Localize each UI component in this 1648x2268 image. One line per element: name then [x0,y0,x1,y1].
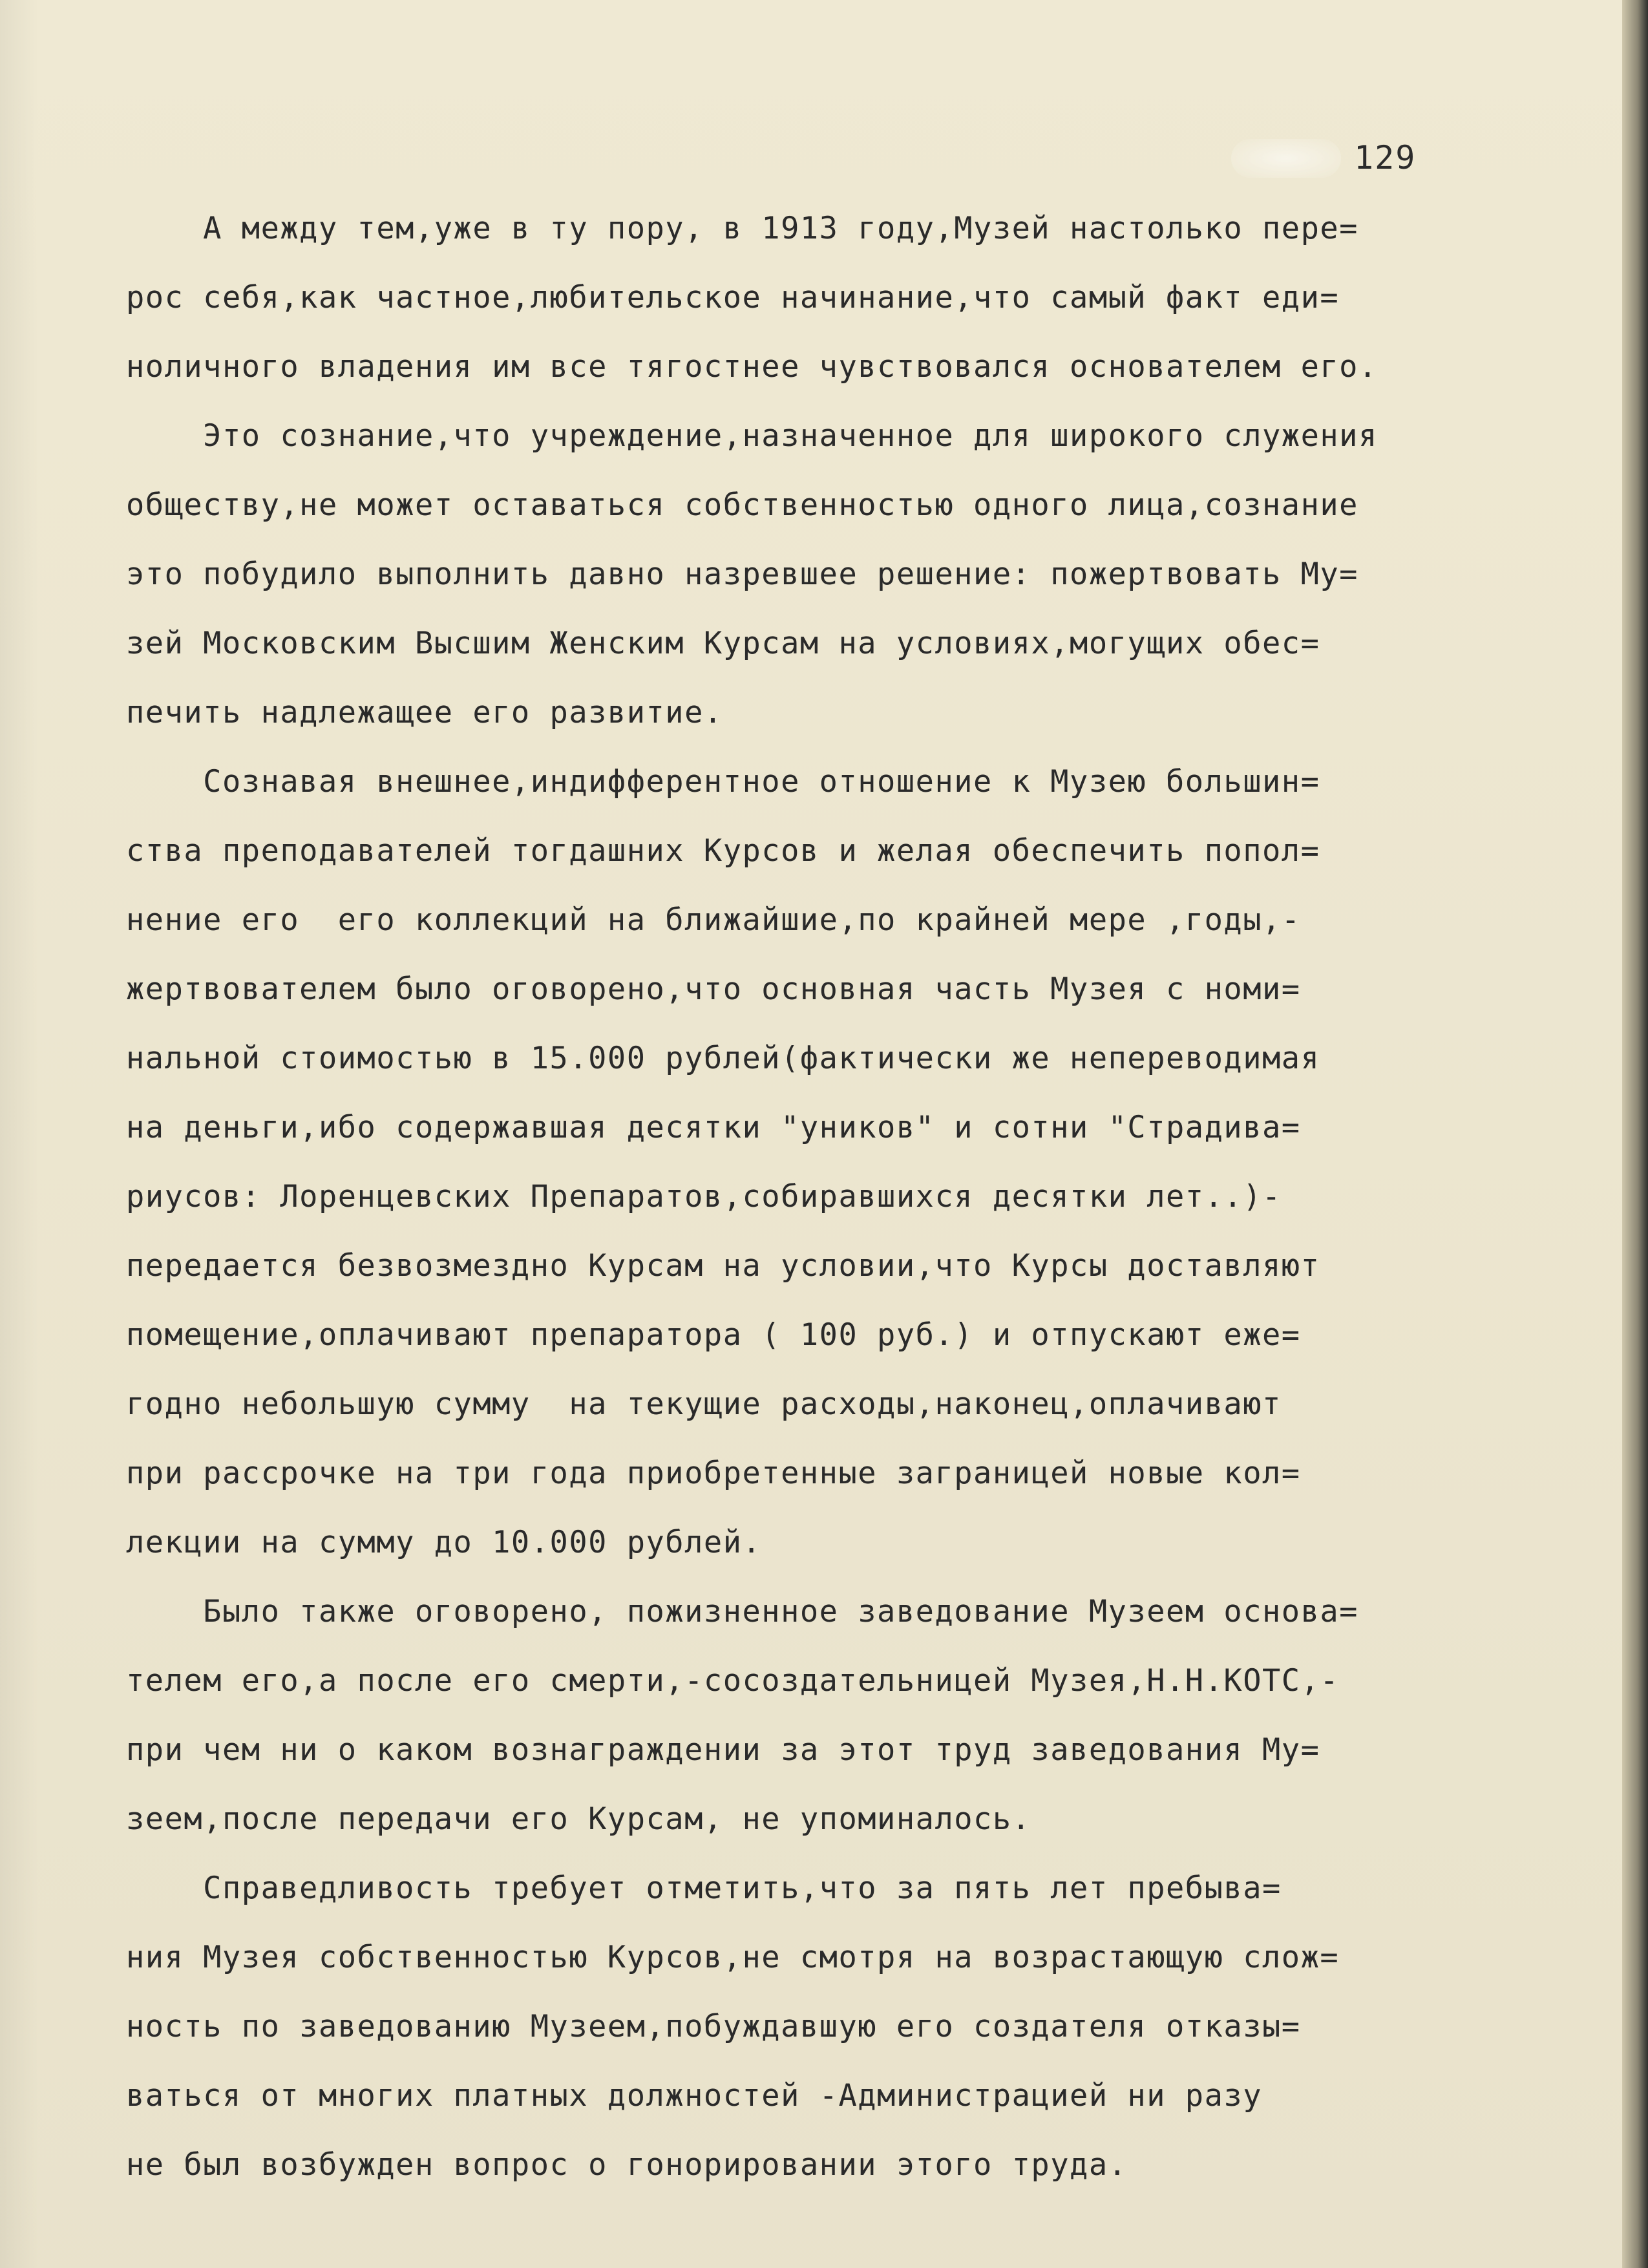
text-line: передается безвозмездно Курсам на условии,что Курсы доставляют [126,1248,1320,1284]
text-line: ность по заведованию Музеем,побуждавшую его создателя отказы= [126,2009,1301,2044]
text-line: телем его,а после его смерти,-сосоздательницей Музея,Н.Н.КОТС,- [126,1663,1340,1699]
paragraph-2 [126,401,1535,747]
text-line: жертвователем было оговорено,что основная часть Музея с номи= [126,971,1301,1007]
text-line: зеем,после передачи его Курсам, не упоминалось. [126,1801,1031,1837]
page-edge-shadow [1622,0,1648,2268]
paragraph-1 [126,194,1535,401]
text-line: годно небольшую сумму на текущие расходы,наконец,оплачивают [126,1386,1282,1422]
paragraph-4 [126,1577,1535,1854]
text-line: это побудило выполнить давно назревшее решение: пожертвовать Му= [126,556,1358,592]
text-line: лекции на сумму до 10.000 рублей. [126,1525,762,1560]
text-line: при чем ни о каком вознаграждении за этот труд заведования Му= [126,1732,1320,1768]
text-line: обществу,не может оставаться собственностью одного лица,сознание [126,487,1358,523]
text-line: помещение,оплачивают препаратора ( 100 руб.) и отпускают еже= [126,1317,1301,1353]
text-line: на деньги,ибо содержавшая десятки "уников" и сотни "Страдива= [126,1110,1301,1145]
text-line: нение его его коллекций на ближайшие,по крайней мере ,годы,- [126,902,1301,938]
text-line: Справедливость требует отметить,что за пять лет пребыва= [126,1871,1282,1906]
text-line: нальной стоимостью в 15.000 рублей(фактически же непереводимая [126,1041,1320,1076]
text-line: Сознавая внешнее,индифферентное отношение к Музею большин= [126,764,1320,800]
page-number: 129 [1354,139,1417,176]
text-line: рос себя,как частное,любительское начинание,что самый факт еди= [126,280,1340,315]
text-line: при рассрочке на три года приобретенные заграницей новые кол= [126,1456,1301,1491]
text-line: ваться от многих платных должностей -Администрацией ни разу [126,2078,1262,2114]
text-line: не был возбужден вопрос о гонорировании этого труда. [126,2147,1128,2183]
paragraph-3 [126,747,1535,1577]
paper-smudge [1231,139,1341,178]
text-line: ства преподавателей тогдашних Курсов и желая обеспечить попол= [126,833,1320,869]
paragraph-5 [126,1854,1535,2199]
text-line: зей Московским Высшим Женским Курсам на условиях,могущих обес= [126,626,1320,661]
text-line: печить надлежащее его развитие. [126,695,723,730]
text-line: А между тем,уже в ту пору, в 1913 году,Музей настолько пере= [126,211,1358,246]
text-line: ния Музея собственностью Курсов,не смотря на возрастающую слож= [126,1940,1340,1975]
text-line: ноличного владения им все тягостнее чувствовался основателем его. [126,349,1378,385]
typewritten-text [126,194,1535,2199]
text-line: Это сознание,что учреждение,назначенное для широкого служения [126,418,1378,454]
text-line: Было также оговорено, пожизненное заведование Музеем основа= [126,1594,1358,1629]
text-line: риусов: Лоренцевских Препаратов,собиравшихся десятки лет..)- [126,1179,1282,1214]
